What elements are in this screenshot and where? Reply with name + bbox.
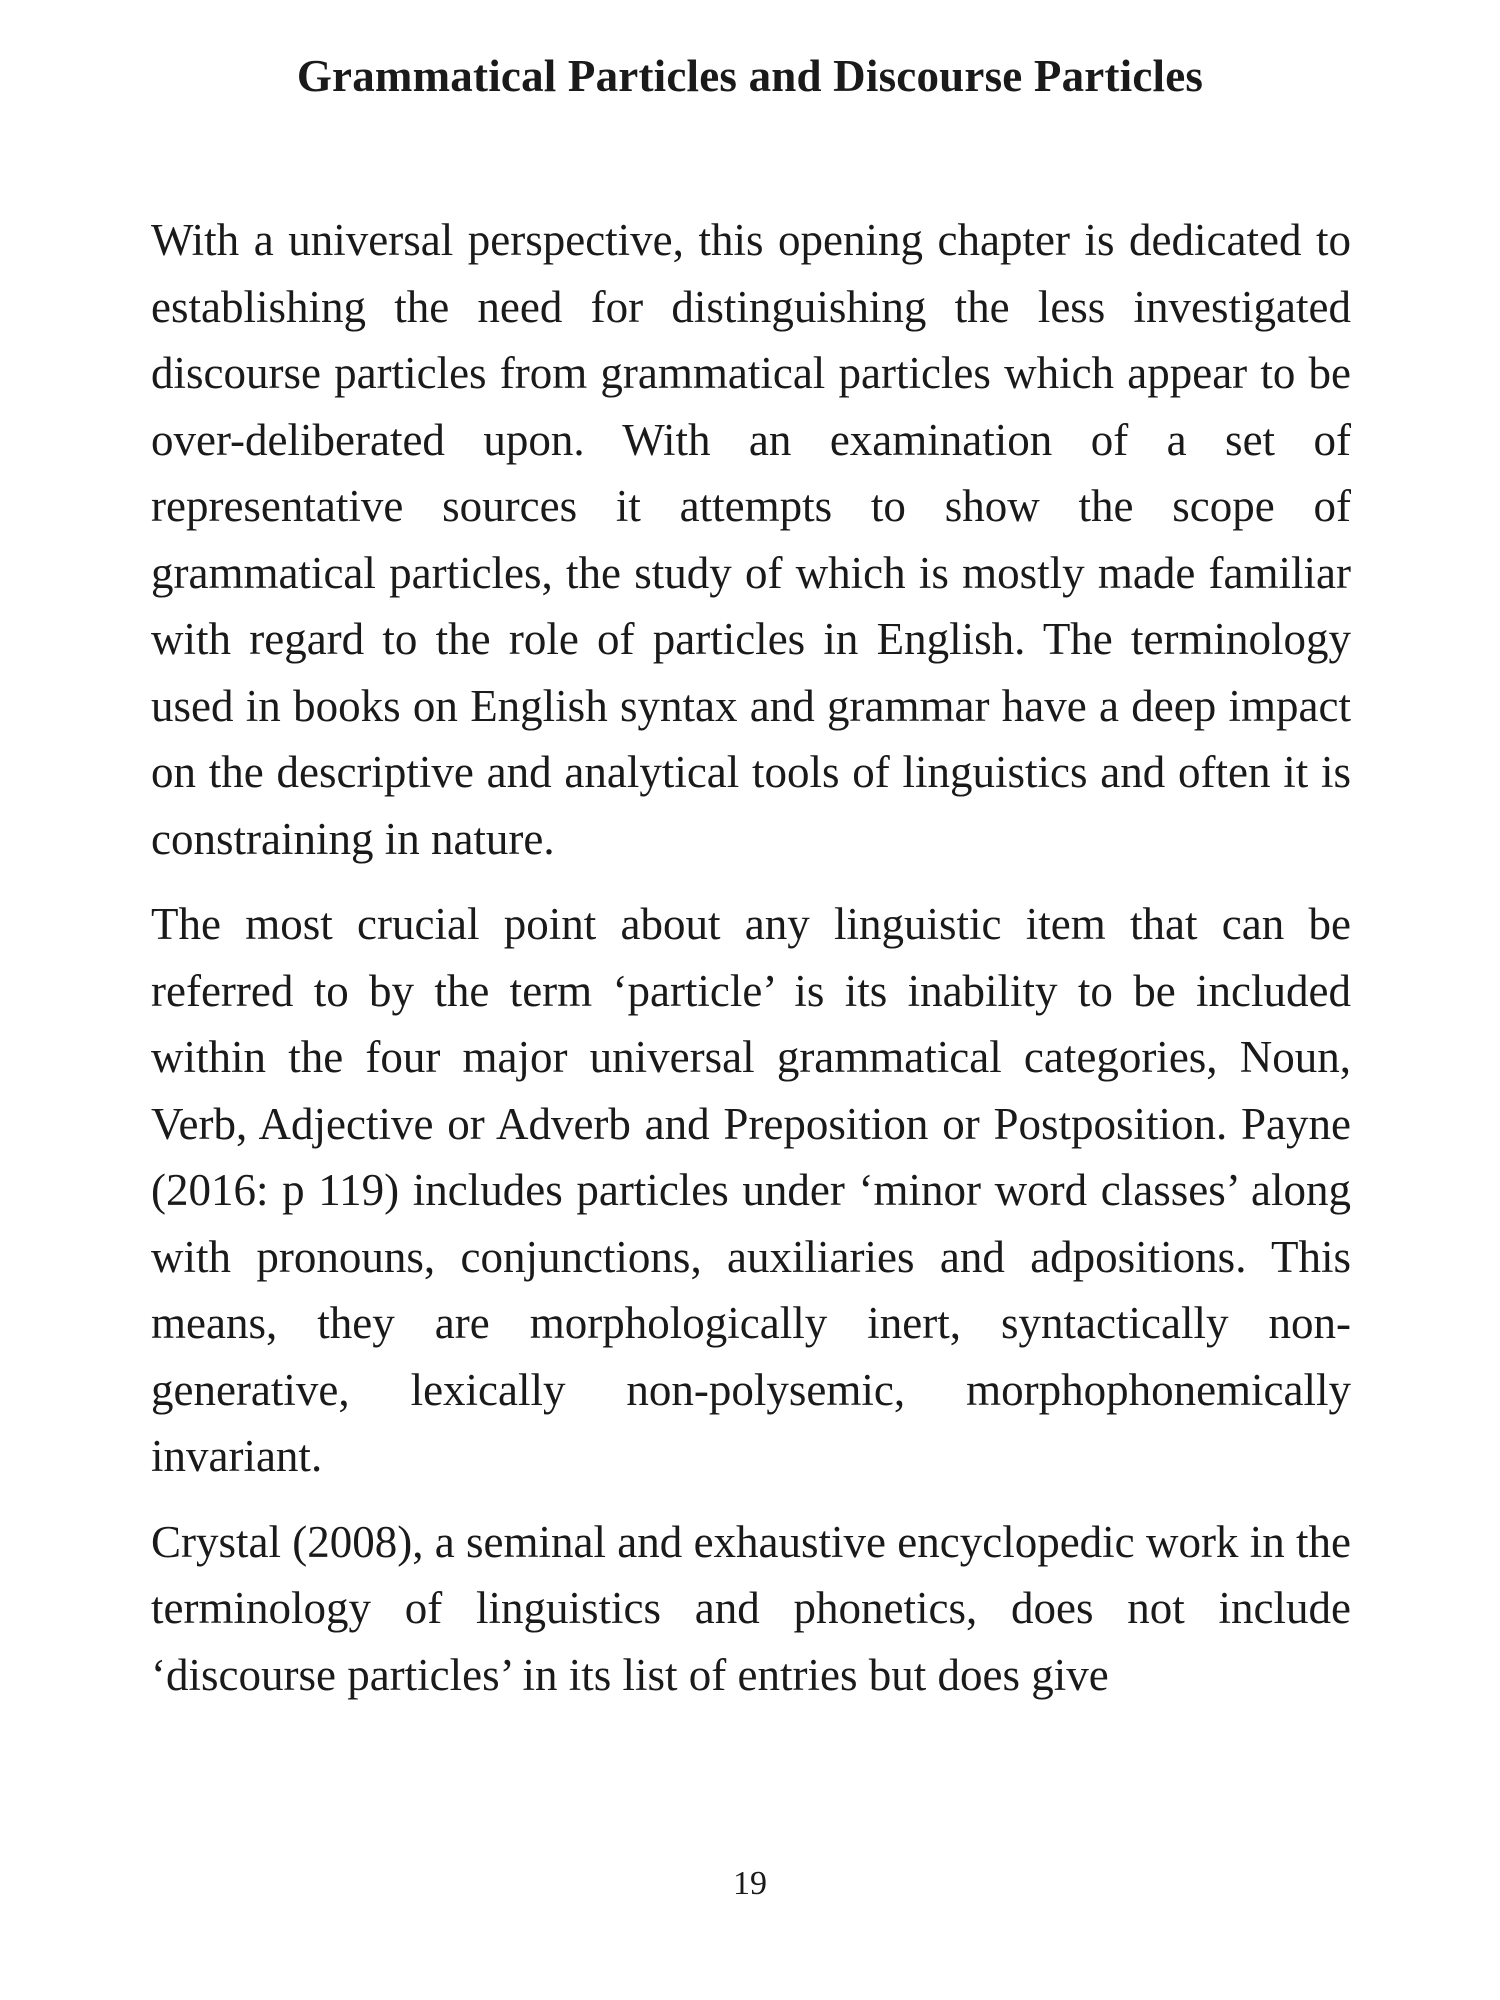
paragraph-2: The most crucial point about any linguistic item that can be referred to by the term ‘particle’ is its inability to be included within the four major universal grammatical categories, Noun, Verb, Adjective or Adverb and Preposition or Postposition. Payne (2016: p 119) includes particles under ‘minor word classes’ along with pronouns, conjunctions, auxiliaries and adpositions. This means, they are morphologically inert, syntactically non-generative, lexically non-polysemic, morphophonemically invariant. [151, 899, 1351, 1481]
paragraph-1: With a universal perspective, this opening chapter is dedicated to establishing the need for distinguishing the less investigated discourse particles from grammatical particles which appear to be over-deliberated upon. With an examination of a set of representative sources it attempts to show the scope of grammatical particles, the study of which is mostly made familiar with regard to the role of particles in English. The terminology used in books on English syntax and grammar have a deep impact on the descriptive and analytical tools of linguistics and often it is constraining in nature. [151, 215, 1351, 864]
body-text [151, 207, 1351, 1727]
page-number: 19 [733, 1865, 767, 1902]
paragraph-3: Crystal (2008), a seminal and exhaustive encyclopedic work in the terminology of linguistics and phonetics, does not include ‘discourse particles’ in its list of entries but does give [151, 1516, 1351, 1700]
running-header-title: Grammatical Particles and Discourse Particles [296, 51, 1204, 101]
